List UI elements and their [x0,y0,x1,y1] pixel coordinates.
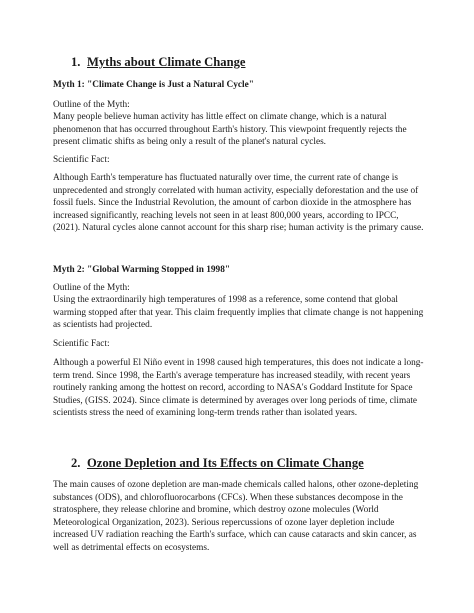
section-2-number: 2. [71,456,81,470]
myth-2-fact-text: Although a powerful El Niño event in 1998 caused high temperatures, this does not indicate a long-term trend. Since 1998, the Earth's average temperature has increased steadily, with recent years routinely ranking among the hottest on record, according to NASA's Goddard Institute for Space Studies, (GISS. 2024). Since climate is determined by averages over long periods of time, climate scientists stress the need of examining long-term trends rather than isolated years. [53,358,424,419]
section-2-body: The main causes of ozone depletion are man-made chemicals called halons, other ozone-depleting substances (ODS), and chlorofluorocarbons (CFCs). When these substances decompose in the stratosphere, they release chlorine and bromine, which destroy ozone molecules (World Meteorological Organization, 2023). Serious repercussions of ozone layer depletion include increased UV radiation reaching the Earth's surface, which can cause cataracts and skin cancer, as well as detrimental effects on ecosystems. [53,480,419,553]
section-1-number: 1. [71,55,81,69]
myth-2-outline-label: Outline of the Myth: [53,283,130,293]
myth-2-heading: Myth 2: "Global Warming Stopped in 1998" [53,265,231,275]
myth-1-fact-text: Although Earth's temperature has fluctuated naturally over time, the current rate of change is unprecedented and strongly correlated with human activity, especially deforestation and the use of fossil fuels. Since the Industrial Revolution, the amount of carbon dioxide in the atmosphere has increased significantly, reaching levels not seen in at least 800,000 years, according to IPCC, (2021). Natural cycles alone cannot account for this sharp rise; human activity is the primary cause. [53,173,424,234]
myth-1-outline-label: Outline of the Myth: [53,100,130,110]
section-2-title: Ozone Depletion and Its Effects on Climate Change [87,456,364,470]
section-1-heading [71,55,443,70]
myth-2-outline-text: Using the extraordinarily high temperatures of 1998 as a reference, some contend that global warming stopped after that year. This claim frequently implies that climate change is not happening as scientists had projected. [53,295,424,331]
myth-1-outline-text: Many people believe human activity has little effect on climate change, which is a natural phenomenon that has occurred throughout Earth's history. This viewpoint frequently rejects the present climatic shifts as being only a result of the planet's natural cycles. [53,112,407,148]
myth-2-fact-label: Scientific Fact: [53,339,110,349]
myth-1-fact-label: Scientific Fact: [53,155,110,165]
myth-1-heading: Myth 1: "Climate Change is Just a Natural Cycle" [53,80,254,90]
section-1-title: Myths about Climate Change [87,55,246,69]
section-2-heading [71,456,443,471]
